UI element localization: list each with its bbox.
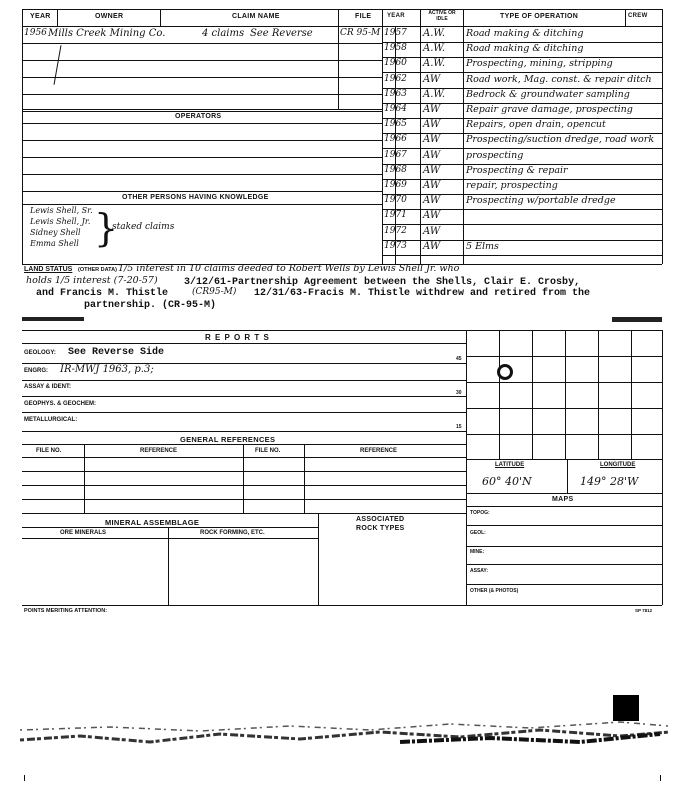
grid-line (598, 330, 599, 459)
rock-forming-label: ROCK FORMING, ETC. (200, 530, 265, 536)
operation-status: AW (423, 134, 441, 145)
row-line (22, 140, 382, 141)
col-divider (463, 9, 464, 264)
scan-tick (660, 775, 661, 781)
header-active-or-idle: ACTIVE OR IDLE (428, 10, 456, 22)
operation-type: Repairs, open drain, opencut (466, 119, 606, 130)
other-photos-label: OTHER (& PHOTOS) (470, 588, 519, 594)
operation-status: AW (423, 74, 441, 85)
operation-year: 1966 (384, 134, 407, 144)
row-line (466, 493, 662, 494)
ref-col-reference-2: REFERENCE (360, 448, 398, 454)
row-line (466, 584, 662, 585)
operation-type: 5 Elms (466, 241, 499, 252)
row-line (22, 94, 382, 95)
row-line (22, 513, 466, 514)
operation-status: AW (423, 195, 441, 206)
left-border (22, 9, 23, 264)
land-status-typed-2b: 12/31/63-Fracis M. Thistle withdrew and retired from the (254, 288, 591, 299)
grid-line (565, 330, 566, 459)
latitude-value: 60° 40'N (482, 475, 532, 488)
header-owner: OWNER (95, 13, 124, 20)
grid-line (466, 330, 467, 459)
row-line (466, 459, 662, 460)
scan-bar (612, 317, 662, 322)
row-line (22, 444, 466, 445)
operation-year: 1969 (384, 180, 407, 190)
row-line (22, 123, 382, 124)
brace: } (94, 206, 119, 250)
ref-col-file-no-2: FILE NO. (255, 448, 281, 454)
grid-line (662, 330, 663, 459)
longitude-value: 149° 28'W (580, 475, 639, 488)
operation-type: Repair grave damage, prospecting (466, 104, 633, 115)
operation-status: A.W. (423, 28, 446, 39)
operation-row-line (382, 255, 662, 256)
geol-label: GEOL: (470, 530, 486, 536)
header-type-of-operation: TYPE OF OPERATION (500, 13, 579, 20)
operation-type: prospecting (466, 150, 524, 161)
row-line (22, 157, 382, 158)
right-border (662, 9, 663, 264)
person-4: Emma Shell (30, 239, 79, 248)
land-status-hw-2: holds 1/5 interest (7-20-57) (26, 275, 158, 286)
operation-status: AW (423, 180, 441, 191)
land-status-typed-2a: and Francis M. Thistle (36, 288, 169, 299)
row-line (22, 605, 662, 606)
ore-minerals-label: ORE MINERALS (60, 530, 107, 536)
header-crew: CREW (628, 13, 648, 19)
grid-line (532, 330, 533, 459)
operation-status: AW (423, 104, 441, 115)
geophys-label: GEOPHYS. & GEOCHEM: (24, 401, 97, 407)
ref-col-reference: REFERENCE (140, 448, 178, 454)
row-line (466, 525, 662, 526)
general-references-title: GENERAL REFERENCES (180, 435, 276, 444)
person-1: Lewis Shell, Sr. (30, 206, 93, 215)
row-line (22, 471, 466, 472)
row-line (22, 499, 466, 500)
header-claim-name: CLAIM NAME (232, 13, 280, 20)
col-divider (84, 444, 85, 514)
operation-type: Bedrock & groundwater sampling (466, 89, 630, 100)
col-divider (160, 9, 161, 26)
operation-status: A.W. (423, 89, 446, 100)
row-line (22, 204, 382, 205)
assay-ident-label: ASSAY & IDENT: (24, 384, 72, 390)
form-number: SP 7812 (635, 608, 653, 613)
staked-claims-note: staked claims (112, 222, 175, 232)
header-file: FILE (355, 13, 372, 20)
metallurgical-label: METALLURGICAL: (24, 417, 78, 423)
operation-year: 1970 (384, 195, 407, 205)
grid-line (499, 330, 500, 459)
row-line (22, 174, 382, 175)
operators-label: OPERATORS (175, 113, 222, 120)
grid-line (466, 356, 662, 357)
owner-note: See Reverse (250, 28, 313, 39)
owner-file: CR 95-M (340, 28, 381, 38)
person-2: Lewis Shell, Jr. (30, 217, 91, 226)
operation-status: AW (423, 241, 441, 252)
row-line (22, 412, 466, 413)
row-line (466, 564, 662, 565)
row-line (22, 396, 466, 397)
operation-type: Road making & ditching (466, 28, 584, 39)
mine-label: MINE: (470, 549, 485, 555)
grid-line (631, 330, 632, 459)
reports-title: R E P O R T S (205, 333, 270, 342)
col-divider (382, 9, 383, 264)
operation-row-line (382, 72, 662, 73)
top-border (22, 9, 662, 10)
operation-year: 1958 (384, 43, 407, 53)
col-divider (625, 9, 626, 26)
operation-status: AW (423, 165, 441, 176)
land-status-ref: (CR95-M) (192, 287, 237, 297)
grid-line (466, 330, 662, 331)
longitude-label: LONGITUDE (600, 462, 636, 468)
latitude-label: LATITUDE (495, 462, 525, 468)
operation-status: AW (423, 226, 441, 237)
owner-name: Mills Creek Mining Co. (48, 28, 166, 39)
row-line (22, 43, 382, 44)
header-bottom-border (22, 26, 662, 27)
other-persons-label: OTHER PERSONS HAVING KNOWLEDGE (122, 194, 269, 201)
col-divider (57, 9, 58, 26)
row-line (22, 60, 382, 61)
row-line (22, 485, 466, 486)
slash-mark (54, 45, 62, 85)
operation-status: AW (423, 150, 441, 161)
scan-bar (22, 317, 84, 321)
operation-year: 1960 (384, 58, 407, 68)
assoc-rock-2: ROCK TYPES (356, 525, 405, 532)
operation-type: Prospecting & repair (466, 165, 568, 176)
land-status-label: LAND STATUS (24, 266, 73, 273)
operation-status: A.W. (423, 43, 446, 54)
operation-year: 1963 (384, 89, 407, 99)
operation-year: 1967 (384, 150, 407, 160)
operation-type: repair, prospecting (466, 180, 558, 191)
operation-year: 1964 (384, 104, 407, 114)
operation-year: 1972 (384, 226, 407, 236)
operation-year: 1971 (384, 210, 407, 220)
row-line (22, 109, 382, 110)
row-line (22, 191, 382, 192)
operation-type: Prospecting w/portable dredge (466, 195, 616, 206)
grid-line (466, 408, 662, 409)
operation-year: 1968 (384, 165, 407, 175)
row-line (466, 506, 662, 507)
operation-year: 1973 (384, 241, 407, 251)
topog-label: TOPOG: (470, 510, 490, 516)
col-divider (304, 444, 305, 514)
header-year: YEAR (30, 13, 51, 20)
operation-status: AW (423, 119, 441, 130)
operation-status: A.W. (423, 58, 446, 69)
land-status-typed-1: 3/12/61-Partnership Agreement between the Shells, Clair E. Crosby, (184, 277, 581, 288)
col-divider (318, 513, 319, 605)
scan-noise-band (20, 712, 670, 757)
operation-row-line (382, 148, 662, 149)
col-divider (567, 459, 568, 493)
engrg-value: IR-MWJ 1963, p.3; (60, 364, 154, 375)
assay-label: ASSAY: (470, 568, 489, 574)
row-line (466, 546, 662, 547)
operation-type: Road making & ditching (466, 43, 584, 54)
grid-line (466, 434, 662, 435)
row-line (22, 380, 466, 381)
operation-type: Prospecting/suction dredge, road work (466, 134, 655, 145)
owner-claims: 4 claims (202, 28, 245, 39)
geology-value: See Reverse Side (68, 347, 165, 358)
row-line (22, 431, 466, 432)
row-line (22, 457, 466, 458)
land-status-hw-1: 1/5 interest in 10 claims deeded to Robert Wells by Lewis Shell Jr. who (118, 263, 460, 274)
row-line (22, 527, 318, 528)
scale-45: 45 (456, 356, 462, 362)
grid-line (466, 382, 662, 383)
scale-15: 15 (456, 424, 462, 430)
operation-year: 1962 (384, 74, 407, 84)
row-line (22, 111, 382, 112)
points-meriting-label: POINTS MERITING ATTENTION: (24, 608, 108, 614)
col-divider (243, 444, 244, 514)
col-divider (168, 527, 169, 605)
land-status-typed-3: partnership. (CR-95-M) (84, 300, 217, 311)
assoc-rock-1: ASSOCIATED (356, 516, 405, 523)
operation-type: Road work, Mag. const. & repair ditch (466, 74, 652, 85)
row-line (22, 77, 382, 78)
ref-col-file-no: FILE NO. (36, 448, 62, 454)
operation-year: 1965 (384, 119, 407, 129)
geology-label: GEOLOGY: (24, 350, 56, 356)
row-line (22, 538, 318, 539)
location-marker-icon (497, 364, 513, 380)
person-3: Sidney Shell (30, 228, 81, 237)
operation-type: Prospecting, mining, stripping (466, 58, 613, 69)
operation-status: AW (423, 210, 441, 221)
col-divider (420, 9, 421, 264)
operation-row-line (382, 224, 662, 225)
header-year-2: YEAR (387, 13, 405, 19)
scan-tick (24, 775, 25, 781)
land-status-sublabel: (OTHER DATA) (78, 267, 117, 273)
owner-year: 1956 (24, 28, 47, 38)
maps-label: MAPS (552, 496, 574, 503)
engrg-label: ENGRG: (24, 368, 48, 374)
scale-30: 30 (456, 390, 462, 396)
reports-title-border (22, 343, 466, 344)
mineral-title: MINERAL ASSEMBLAGE (105, 518, 200, 527)
operation-year: 1957 (384, 28, 407, 38)
